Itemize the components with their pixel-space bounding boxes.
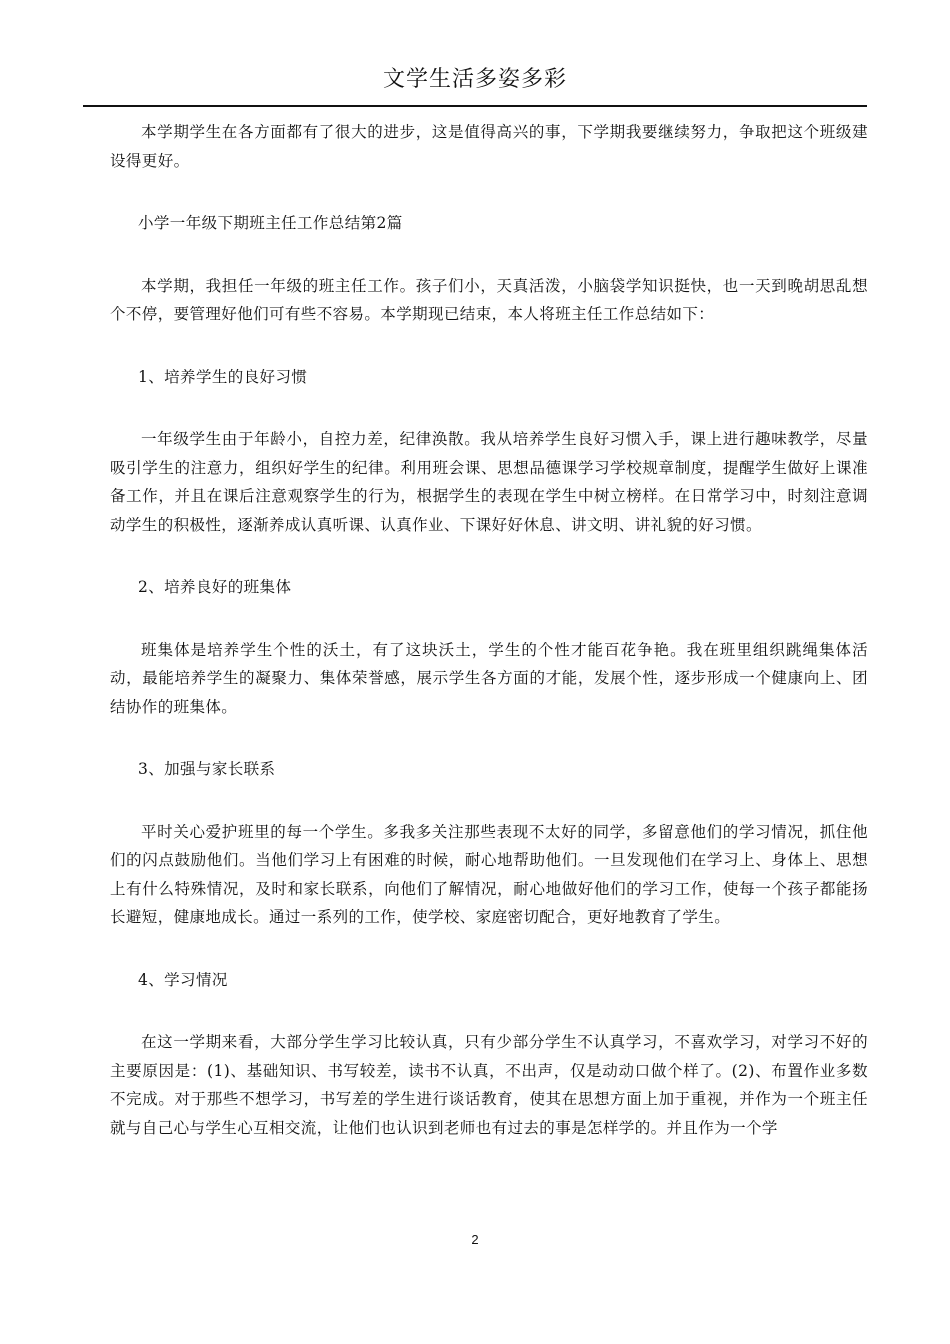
heading-good-habits: 1、培养学生的良好习惯 [138, 367, 308, 386]
paragraph-closing-remarks: 本学期学生在各方面都有了很大的进步，这是值得高兴的事，下学期我要继续努力，争取把这个班级建设得更好。 [110, 123, 868, 170]
paragraph-class-collective: 班集体是培养学生个性的沃土，有了这块沃土，学生的个性才能百花争艳。我在班里组织跳绳集体活动，最能培养学生的凝聚力、集体荣誉感，展示学生各方面的才能，发展个性，逐步形成一个健康向上、团结协作的班集体。 [110, 640, 868, 716]
heading-parent-contact: 3、加强与家长联系 [138, 760, 276, 778]
section-title-summary-2: 小学一年级下期班主任工作总结第2篇 [138, 214, 403, 232]
paragraph-parent-contact: 平时关心爱护班里的每一个学生。多我多关注那些表现不太好的同学，多留意他们的学习情况，抓住他们的闪点鼓励他们。当他们学习上有困难的时候，耐心地帮助他们。一旦发现他们在学习上、身体上、思想上有什么特殊情况，及时和家长联系，向他们了解情况，耐心地做好他们的学习工作，使每一个孩子都能扬长避短，健康地成长。通过一系列的工作，使学校、家庭密切配合，更好地教育了学生。 [110, 822, 868, 926]
paragraph-study-situation: 在这一学期来看，大部分学生学习比较认真，只有少部分学生不认真学习，不喜欢学习，对学习不好的主要原因是：(1)、基础知识、书写较差，读书不认真，不出声，仅是动动口做个样了。(2)、布置作业多数不完成。对于那些不想学习，书写差的学生进行谈话教育，使其在思想方面上加于重视，并作为一个班主任就与自己心与学生心互相交流，让他们也认识到老师也有过去的事是怎样学的。并且作为一个学 [110, 1033, 868, 1137]
heading-study-situation: 4、学习情况 [138, 970, 228, 989]
paragraph-intro: 本学期，我担任一年级的班主任工作。孩子们小，天真活泼，小脑袋学知识挺快，也一天到晚胡思乱想个不停，要管理好他们可有些不容易。本学期现已结束，本人将班主任工作总结如下： [110, 276, 868, 323]
header-divider [83, 105, 867, 107]
page-header-title: 文学生活多姿多彩 [382, 67, 567, 92]
heading-class-collective: 2、培养良好的班集体 [138, 578, 292, 596]
page-number: 2 [471, 1232, 479, 1247]
document-body [110, 118, 868, 1176]
paragraph-good-habits: 一年级学生由于年龄小，自控力差，纪律涣散。我从培养学生良好习惯入手，课上进行趣味教学，尽量吸引学生的注意力，组织好学生的纪律。利用班会课、思想品德课学习学校规章制度，提醒学生做好上课准备工作，并且在课后注意观察学生的行为，根据学生的表现在学生中树立榜样。在日常学习中，时刻注意调动学生的积极性，逐渐养成认真听课、认真作业、下课好好休息、讲文明、讲礼貌的好习惯。 [110, 430, 868, 534]
